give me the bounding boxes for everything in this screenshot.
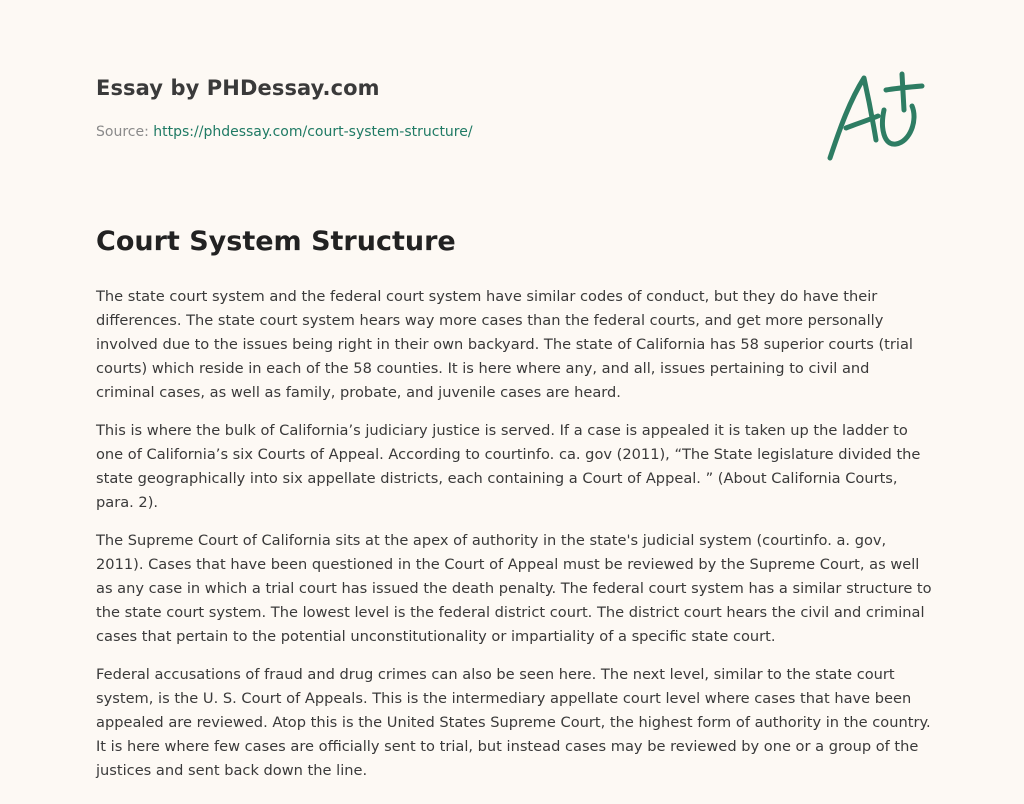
source-link[interactable]: https://phdessay.com/court-system-structure/ (153, 124, 473, 140)
site-brand: Essay by PHDessay.com (96, 76, 380, 100)
source-label: Source: (96, 124, 154, 140)
paragraph-3: The Supreme Court of California sits at the apex of authority in the state's judicial system (courtinfo. a. gov, 2011). Cases that have been questioned in the Court of Appeal must be reviewed by the Supreme Court, as well as any case in which a trial court has issued the death penalty. The federal court system has a similar structure to the state court system. The lowest level is the federal district court. The district court hears the civil and criminal cases that pertain to the potential unconstitutionality or impartiality of a specific state court. (96, 532, 932, 645)
paragraph-2: This is where the bulk of California’s judiciary justice is served. If a case is appealed it is taken up the ladder to one of California’s six Courts of Appeal. According to courtinfo. ca. gov (2011), “The State legislature divided the state geographically into six appellate districts, each containing a Court of Appeal. ” (About California Courts, para. 2). (96, 422, 921, 511)
article-title: Court System Structure (96, 226, 456, 257)
paragraph-4: Federal accusations of fraud and drug crimes can also be seen here. The next level, similar to the state court system, is the U. S. Court of Appeals. This is the intermediary appellate court level where cases that have been appealed are reviewed. Atop this is the United States Supreme Court, the highest form of authority in the country. It is here where few cases are officially sent to trial, but instead cases may be reviewed by one or a group of the justices and sent back down the line. (96, 666, 931, 779)
paragraph-1: The state court system and the federal court system have similar codes of conduct, but they do have their differences. The state court system hears way more cases than the federal courts, and get more personally involved due to the issues being right in their own backyard. The state of California has 58 superior courts (trial courts) which reside in each of the 58 counties. It is here where any, and all, issues pertaining to civil and criminal cases, as well as family, probate, and juvenile cases are heard. (96, 288, 913, 401)
a-plus-logo-icon (822, 66, 930, 166)
source-line (96, 124, 473, 140)
article-body (96, 285, 932, 797)
